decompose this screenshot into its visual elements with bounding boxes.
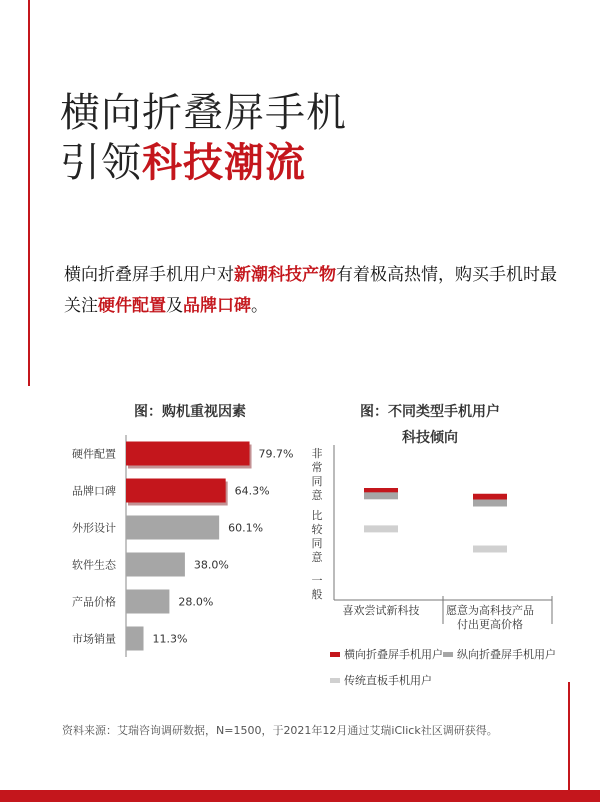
bar-value-label: 79.7% [258, 447, 294, 461]
title-highlight: 科技潮流 [142, 140, 306, 186]
y-axis-label-top: 同 [311, 475, 323, 488]
legend-item-vertical [443, 646, 556, 662]
scatter-marker [364, 492, 398, 499]
bar-value-label: 38.0% [193, 558, 229, 572]
legend-swatch-traditional [330, 678, 340, 683]
bar-value-label: 28.0% [178, 595, 214, 609]
legend-label-traditional: 传统直板手机用户 [344, 674, 432, 687]
bar-category-label: 品牌口碑 [72, 484, 116, 498]
scatter-marker [473, 500, 507, 507]
title-line-1: 横向折叠屏手机 [60, 90, 347, 136]
scatter-marker [364, 525, 398, 532]
scatter-marker [473, 546, 507, 553]
intro-text-1: 横向折叠屏手机用户对 [64, 265, 234, 285]
y-axis-label-bottom: 一 [311, 574, 323, 587]
bar-category-label: 外形设计 [72, 521, 116, 535]
intro-text-3: 及 [166, 296, 183, 316]
legend-swatch-horizontal [330, 652, 340, 657]
y-axis-label-top: 常 [311, 461, 323, 474]
y-axis-label-top: 意 [311, 489, 323, 502]
source-note: 资料来源：艾瑞咨询调研数据，N=1500，于2021年12月通过艾瑞iClick社区调研获得。 [62, 724, 498, 737]
intro-text-2: 有着极高热情，购买手机时最关注 [64, 265, 557, 316]
y-axis-label-top: 非 [311, 447, 323, 460]
y-axis-label-mid: 意 [311, 551, 323, 564]
scatter-chart-title-line-1: 图：不同类型手机用户 [360, 404, 500, 420]
bar-category-label: 市场销量 [72, 632, 116, 646]
scatter-category-label: 愿意为高科技产品 [446, 604, 534, 617]
legend-item-horizontal [330, 646, 443, 662]
legend-label-vertical: 纵向折叠屏手机用户 [457, 648, 556, 661]
legend-label-horizontal: 横向折叠屏手机用户 [344, 648, 443, 661]
legend-swatch-vertical [443, 652, 453, 657]
scatter-category-label: 喜欢尝试新科技 [342, 604, 420, 617]
y-axis-label-mid: 较 [311, 523, 323, 536]
legend-item-traditional [330, 672, 432, 688]
bar-value-label: 11.3% [152, 632, 188, 646]
intro-highlight-1: 新潮科技产物 [234, 265, 336, 285]
y-axis-label-mid: 同 [311, 537, 323, 550]
scatter-chart-title-line-2: 科技倾向 [402, 430, 458, 446]
bar-category-label: 硬件配置 [72, 447, 116, 461]
bar-chart-title: 图：购机重视因素 [134, 404, 246, 420]
bar-category-label: 产品价格 [72, 595, 116, 609]
intro-highlight-3: 品牌口碑 [183, 296, 251, 316]
scatter-category-label: 付出更高价格 [457, 618, 523, 631]
intro-highlight-2: 硬件配置 [98, 296, 166, 316]
bar-category-label: 软件生态 [72, 558, 116, 572]
y-axis-label-bottom: 般 [311, 588, 323, 601]
bar-value-label: 60.1% [228, 521, 264, 535]
y-axis-label-mid: 比 [311, 509, 323, 522]
bar-value-label: 64.3% [234, 484, 270, 498]
intro-text-4: 。 [251, 296, 268, 316]
title-plain: 引领 [60, 140, 142, 186]
